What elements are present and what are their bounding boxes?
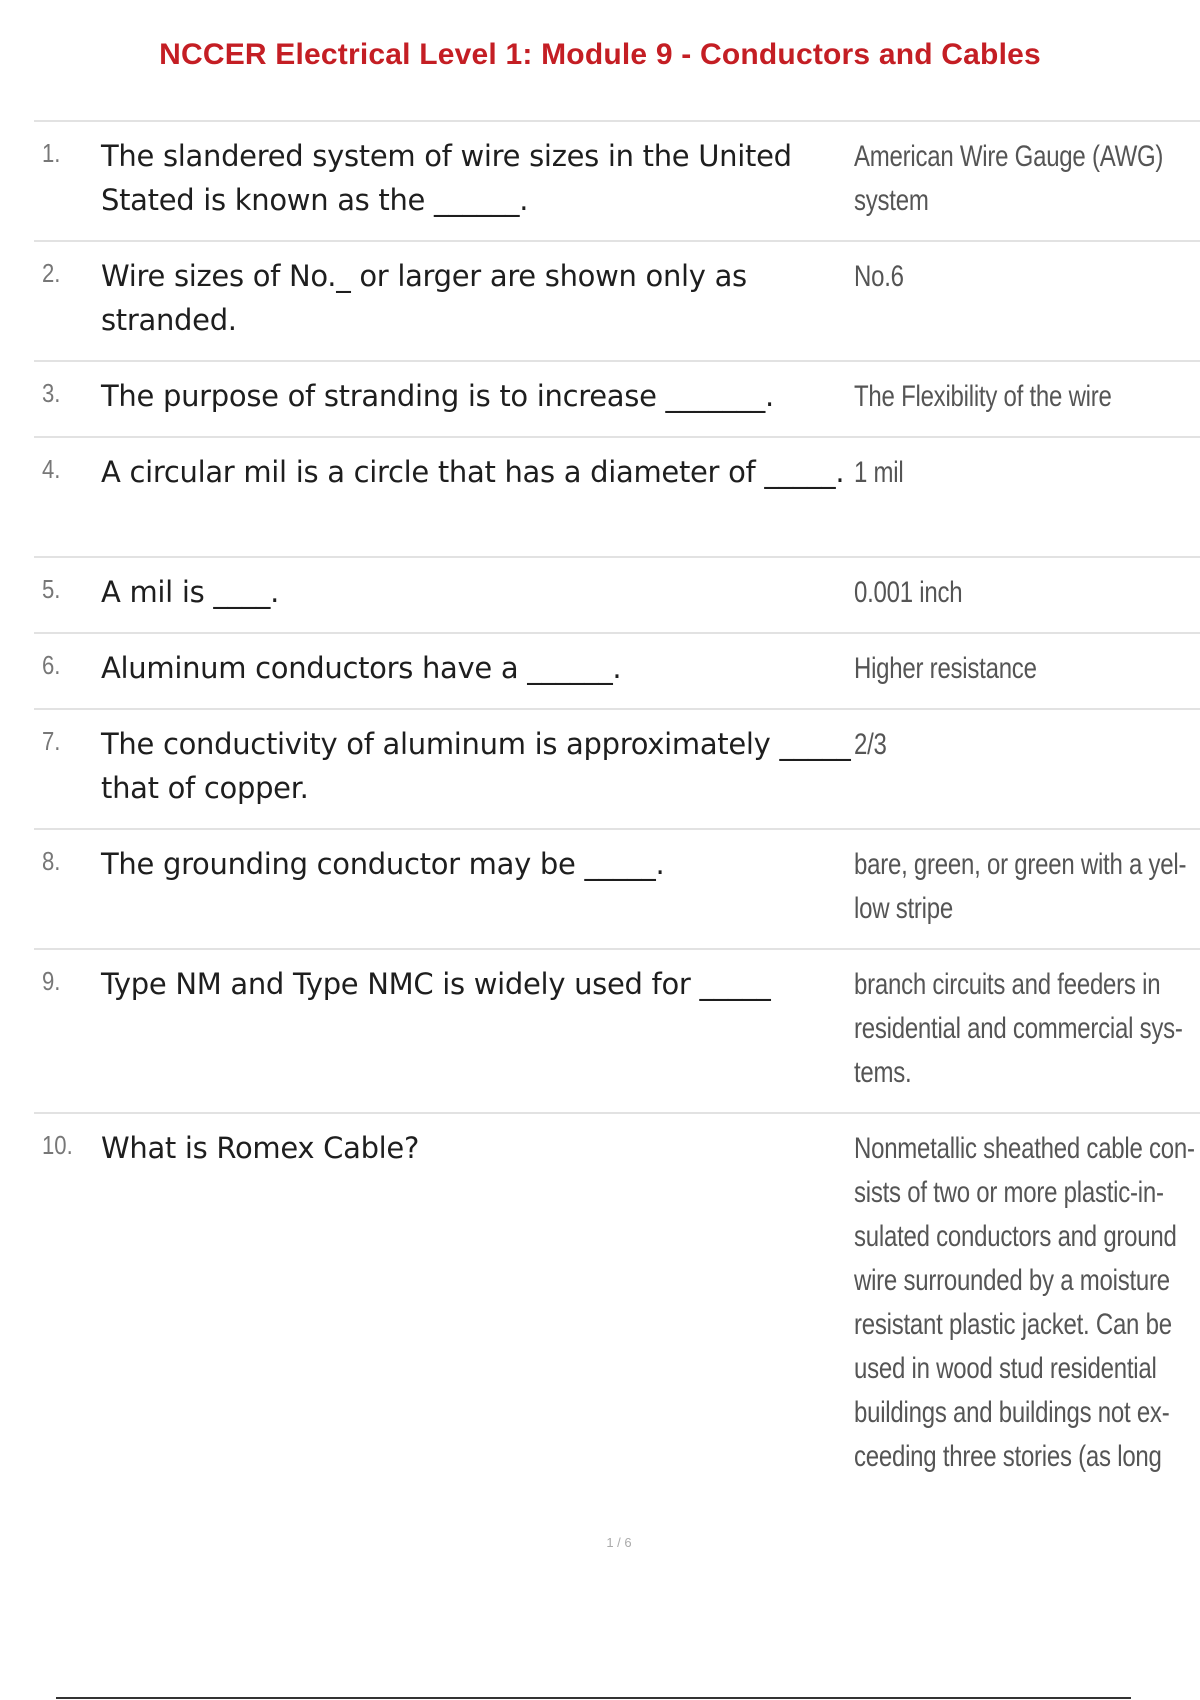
question-row bbox=[34, 240, 1200, 360]
answer-text: bare, green, or green with a yel-low stripe bbox=[854, 848, 1187, 925]
answer-text: Higher resistance bbox=[854, 652, 1037, 685]
question-row bbox=[34, 360, 1200, 436]
question-text: A mil is ____. bbox=[101, 575, 280, 609]
question-number: 8. bbox=[42, 846, 61, 876]
question-number: 6. bbox=[42, 650, 61, 680]
answer-text: 2/3 bbox=[854, 728, 887, 761]
question-row bbox=[34, 120, 1200, 240]
question-text: What is Romex Cable? bbox=[101, 1131, 420, 1165]
question-number: 2. bbox=[42, 258, 61, 288]
question-row bbox=[34, 948, 1200, 1112]
question-text: A circular mil is a circle that has a diameter of _____. bbox=[101, 455, 845, 489]
answer-text: branch circuits and feeders in residential and commercial sys-tems. bbox=[854, 968, 1183, 1089]
answer-text: 0.001 inch bbox=[854, 576, 963, 609]
answer-text: American Wire Gauge (AWG) system bbox=[854, 140, 1164, 217]
question-answer-table bbox=[34, 120, 1200, 1494]
question-number: 4. bbox=[42, 454, 61, 484]
question-number: 3. bbox=[42, 378, 61, 408]
question-row bbox=[34, 436, 1200, 556]
question-number: 1. bbox=[42, 138, 61, 168]
question-text: The conductivity of aluminum is approximately _____ that of copper. bbox=[101, 727, 851, 805]
question-number: 7. bbox=[42, 726, 61, 756]
question-number: 9. bbox=[42, 966, 61, 996]
question-text: The slandered system of wire sizes in the United Stated is known as the ______. bbox=[101, 139, 792, 217]
question-text: The grounding conductor may be _____. bbox=[101, 847, 665, 881]
question-text: Wire sizes of No._ or larger are shown only as stranded. bbox=[101, 259, 747, 337]
question-number: 10. bbox=[42, 1130, 73, 1160]
question-row bbox=[34, 632, 1200, 708]
question-row bbox=[34, 556, 1200, 632]
question-text: The purpose of stranding is to increase _______. bbox=[101, 379, 774, 413]
answer-text: No.6 bbox=[854, 260, 904, 293]
answer-text: Nonmetallic sheathed cable con-sists of two or more plastic-in-sulated conductors and ground wire surrounded by a moisture resistant plastic jacket. Can be used in wood stud residential buildings and buildings not ex-ceeding three stories (as long bbox=[854, 1132, 1195, 1473]
question-row bbox=[34, 708, 1200, 828]
question-row bbox=[34, 828, 1200, 948]
bottom-divider bbox=[56, 1697, 1131, 1699]
document-title: NCCER Electrical Level 1: Module 9 - Conductors and Cables bbox=[159, 38, 1041, 71]
answer-text: The Flexibility of the wire bbox=[854, 380, 1112, 413]
question-row bbox=[34, 1112, 1200, 1494]
page-number: 1 / 6 bbox=[606, 1535, 632, 1550]
question-number: 5. bbox=[42, 574, 61, 604]
question-text: Aluminum conductors have a ______. bbox=[101, 651, 622, 685]
question-text: Type NM and Type NMC is widely used for _____ bbox=[101, 967, 771, 1001]
answer-text: 1 mil bbox=[854, 456, 904, 489]
